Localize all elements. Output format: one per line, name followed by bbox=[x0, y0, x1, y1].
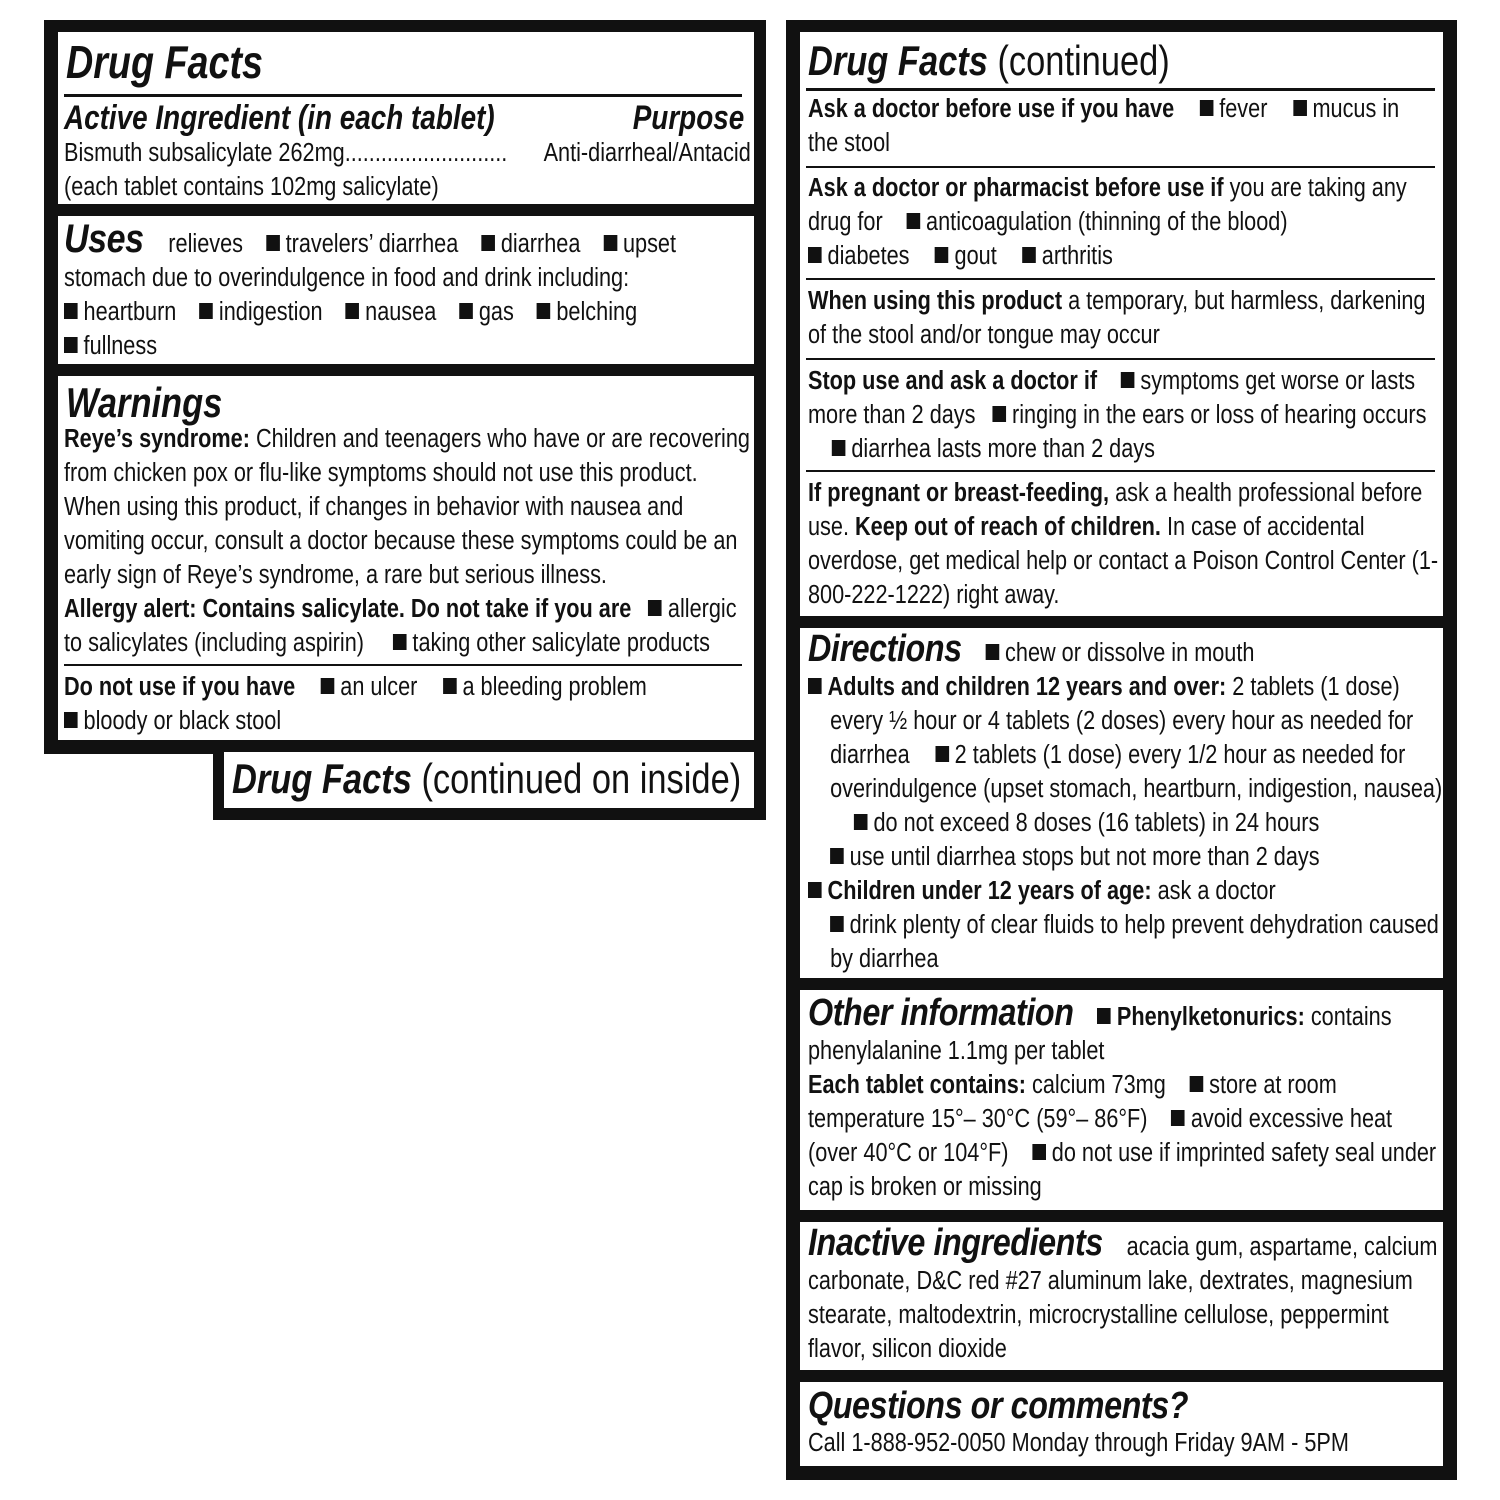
adults-text: 2 tablets (1 dose) every ½ hour or 4 tablets (2 doses) every hour as needed for diarrhea bbox=[830, 673, 1414, 769]
do-not-use-item: an ulcer bbox=[340, 673, 418, 701]
when-using-label: When using this product bbox=[808, 287, 1063, 315]
bullet-icon bbox=[64, 337, 78, 353]
ask-pharmacist-text: you are taking any drug for bbox=[808, 174, 1407, 236]
allergy-alert bbox=[64, 592, 751, 660]
stop-use-label: Stop use and ask a doctor if bbox=[808, 367, 1098, 395]
continued-title: Drug Facts bbox=[232, 755, 412, 802]
allergy-label: Allergy alert: Contains salicylate. Do not take if you are bbox=[64, 595, 632, 623]
storage-item: do not use if imprinted safety seal under cap is broken or missing bbox=[808, 1139, 1437, 1201]
uses-line: stomach due to overindulgence in food and drink including: bbox=[64, 264, 630, 292]
uses-item: indigestion bbox=[218, 298, 323, 326]
bullet-icon bbox=[1022, 247, 1036, 263]
ask-pharmacist-item: arthritis bbox=[1041, 242, 1113, 270]
adults-item: do not exceed 8 doses (16 tablets) in 24 hours bbox=[873, 809, 1320, 837]
pku-text: contains phenylalanine 1.1mg per tablet bbox=[808, 1003, 1392, 1065]
ask-doctor-section bbox=[808, 92, 1443, 160]
uses-box bbox=[58, 216, 754, 364]
children-text: ask a doctor bbox=[1157, 877, 1276, 905]
warnings-box bbox=[58, 376, 754, 740]
uses-item: travelers’ diarrhea bbox=[285, 230, 459, 258]
children-label: Children under 12 years of age: bbox=[827, 877, 1152, 905]
ask-pharmacist-item: diabetes bbox=[827, 242, 910, 270]
continued-tab-box bbox=[224, 752, 754, 808]
bullet-icon bbox=[986, 644, 1000, 660]
active-ingredient-heading: Active Ingredient (in each tablet) bbox=[64, 99, 495, 137]
adults-item: use until diarrhea stops but not more than 2 days bbox=[849, 843, 1320, 871]
ask-doctor-item: fever bbox=[1219, 95, 1268, 123]
other-information-heading: Other information bbox=[808, 992, 1074, 1034]
warnings-heading: Warnings bbox=[66, 379, 223, 426]
do-not-use-label: Do not use if you have bbox=[64, 673, 296, 701]
adults-label: Adults and children 12 years and over: bbox=[827, 673, 1227, 701]
bullet-icon bbox=[1171, 1110, 1185, 1126]
when-using-text: a temporary, but harmless, darkening of the stool and/or tongue may occur bbox=[808, 287, 1426, 349]
warnings-continued-box bbox=[800, 32, 1443, 616]
directions-heading: Directions bbox=[808, 628, 962, 670]
inactive-ingredients-heading: Inactive ingredients bbox=[808, 1222, 1103, 1264]
reye-label: Reye’s syndrome: bbox=[64, 425, 250, 453]
bullet-icon bbox=[907, 213, 921, 229]
bullet-icon bbox=[481, 235, 495, 251]
bullet-icon bbox=[393, 634, 407, 650]
ask-pharmacist-section bbox=[808, 171, 1443, 239]
bullet-icon bbox=[1200, 100, 1214, 116]
bullet-icon bbox=[830, 848, 844, 864]
storage-item: avoid excessive heat (over 40°C or 104°F) bbox=[808, 1105, 1393, 1167]
uses-item: nausea bbox=[365, 298, 437, 326]
drug-facts-continued-title: Drug Facts bbox=[808, 37, 988, 84]
bullet-icon bbox=[648, 600, 662, 616]
bullet-icon bbox=[1190, 1076, 1204, 1092]
questions-box bbox=[800, 1382, 1443, 1466]
bullet-icon bbox=[832, 440, 846, 456]
reye-warning bbox=[64, 422, 751, 592]
divider bbox=[806, 470, 1435, 472]
questions-heading: Questions or comments? bbox=[808, 1385, 1189, 1427]
uses-item: heartburn bbox=[83, 298, 177, 326]
uses-item: belching bbox=[556, 298, 638, 326]
leader-dots: ........................... bbox=[344, 139, 508, 167]
directions-box bbox=[800, 628, 1443, 978]
divider bbox=[806, 88, 1435, 91]
divider bbox=[806, 166, 1435, 168]
ask-pharmacist-label: Ask a doctor or pharmacist before use if bbox=[808, 174, 1224, 202]
bullet-icon bbox=[830, 916, 844, 932]
pregnancy-label: If pregnant or breast-feeding, bbox=[808, 479, 1110, 507]
do-not-use-item: bloody or black stool bbox=[83, 707, 282, 735]
do-not-use-item: a bleeding problem bbox=[462, 673, 647, 701]
divider bbox=[806, 278, 1435, 280]
when-using-section bbox=[808, 284, 1443, 352]
ingredient-name: Bismuth subsalicylate 262mg bbox=[64, 139, 345, 167]
bullet-icon bbox=[808, 247, 822, 263]
divider bbox=[64, 94, 742, 97]
bullet-icon bbox=[321, 678, 335, 694]
bullet-icon bbox=[808, 882, 822, 898]
bullet-icon bbox=[199, 303, 213, 319]
uses-heading: Uses bbox=[64, 217, 144, 261]
purpose-heading: Purpose bbox=[632, 99, 745, 137]
active-ingredient-box bbox=[58, 32, 754, 204]
stop-use-item: symptoms get worse or lasts more than 2 days bbox=[808, 367, 1416, 429]
questions-text: Call 1-888-952-0050 Monday through Friday 9AM - 5PM bbox=[808, 1429, 1349, 1457]
continued-suffix: (continued on inside) bbox=[421, 755, 742, 802]
bullet-icon bbox=[935, 247, 949, 263]
ask-doctor-label: Ask a doctor before use if you have bbox=[808, 95, 1175, 123]
bullet-icon bbox=[1097, 1008, 1111, 1024]
storage-item: store at room temperature 15°– 30°C (59°– 86°F) bbox=[808, 1071, 1337, 1133]
ingredient-note: (each tablet contains 102mg salicylate) bbox=[64, 173, 439, 201]
each-tablet-text: calcium 73mg bbox=[1032, 1071, 1166, 1099]
other-information-box bbox=[800, 990, 1443, 1210]
ask-pharmacist-item: gout bbox=[954, 242, 997, 270]
directions-item: drink plenty of clear fluids to help prevent dehydration caused by diarrhea bbox=[830, 911, 1439, 973]
ask-doctor-tail: the stool bbox=[808, 129, 890, 157]
each-tablet-label: Each tablet contains: bbox=[808, 1071, 1027, 1099]
stop-use-item: ringing in the ears or loss of hearing occurs bbox=[1012, 401, 1427, 429]
pregnancy-section bbox=[808, 476, 1443, 612]
inactive-ingredients-text: acacia gum, aspartame, calcium carbonate, D&C red #27 aluminum lake, dextrates, magnesium stearate, maltodextrin, microcrystalline cellulose, peppermint flavor, silicon dioxide bbox=[808, 1233, 1438, 1363]
bullet-icon bbox=[443, 678, 457, 694]
bullet-icon bbox=[346, 303, 360, 319]
bullet-icon bbox=[1293, 100, 1307, 116]
directions-item: chew or dissolve in mouth bbox=[1005, 639, 1255, 667]
bullet-icon bbox=[854, 814, 868, 830]
bullet-icon bbox=[992, 406, 1006, 422]
pku-label: Phenylketonurics: bbox=[1116, 1003, 1305, 1031]
divider bbox=[64, 664, 742, 666]
bullet-icon bbox=[1032, 1144, 1046, 1160]
uses-item: diarrhea bbox=[500, 230, 581, 258]
bullet-icon bbox=[64, 712, 78, 728]
uses-item: gas bbox=[478, 298, 514, 326]
bullet-icon bbox=[603, 235, 617, 251]
uses-item: fullness bbox=[83, 332, 158, 360]
stop-use-item: diarrhea lasts more than 2 days bbox=[851, 435, 1155, 463]
bullet-icon bbox=[64, 303, 78, 319]
bullet-icon bbox=[459, 303, 473, 319]
bullet-icon bbox=[1121, 372, 1135, 388]
uses-item: upset bbox=[622, 230, 676, 258]
stop-use-section bbox=[808, 364, 1443, 466]
allergy-item: allergic to salicylates (including aspirin) bbox=[64, 595, 737, 657]
ask-pharmacist-item: anticoagulation (thinning of the blood) bbox=[926, 208, 1288, 236]
keep-out-label: Keep out of reach of children. bbox=[855, 513, 1161, 541]
bullet-icon bbox=[537, 303, 551, 319]
adults-item: 2 tablets (1 dose) every 1/2 hour as needed for overindulgence (upset stomach, heartburn, indigestion, nausea) bbox=[830, 741, 1443, 803]
ingredient-purpose: Anti-diarrheal/Antacid bbox=[543, 139, 751, 167]
bullet-icon bbox=[808, 678, 822, 694]
uses-intro: relieves bbox=[168, 230, 244, 258]
bullet-icon bbox=[935, 746, 949, 762]
divider bbox=[806, 358, 1435, 360]
drug-facts-title: Drug Facts bbox=[66, 36, 264, 88]
allergy-item: taking other salicylate products bbox=[412, 629, 711, 657]
pregnancy-text: ask a health professional before use. bbox=[808, 479, 1423, 541]
title-suffix: (continued) bbox=[997, 37, 1170, 84]
ask-doctor-item: mucus in bbox=[1312, 95, 1400, 123]
keep-out-text: In case of accidental overdose, get medical help or contact a Poison Control Center (1-800-222-1222) right away. bbox=[808, 513, 1439, 609]
bullet-icon bbox=[266, 235, 280, 251]
reye-text: Children and teenagers who have or are recovering from chicken pox or flu-like symptoms should not use this product. When using this product, if changes in behavior with nausea and vomiting occur, consult a doctor because these symptoms could be an early sign of Reye’s syndrome, a rare but serious illness. bbox=[64, 425, 750, 589]
inactive-ingredients-box bbox=[800, 1222, 1443, 1370]
